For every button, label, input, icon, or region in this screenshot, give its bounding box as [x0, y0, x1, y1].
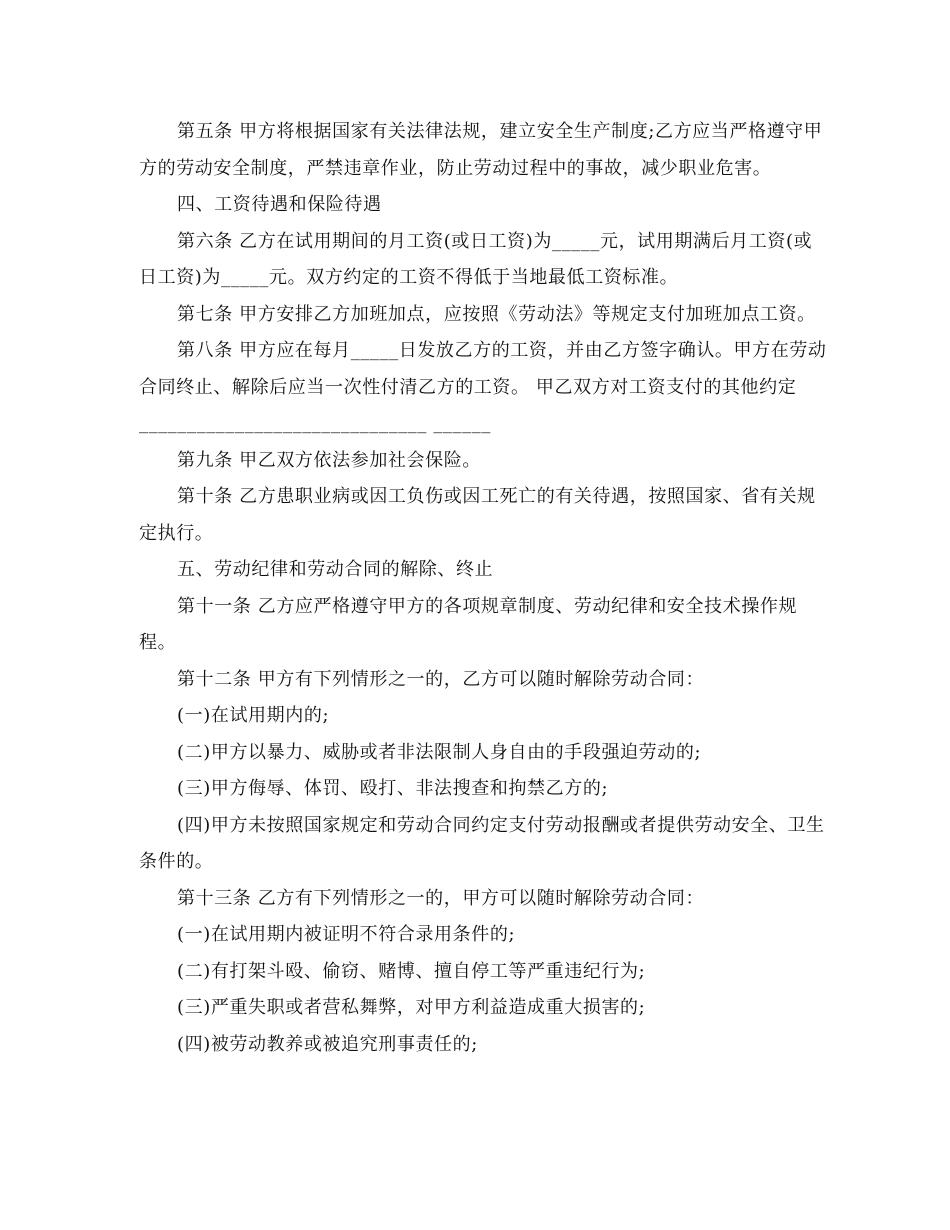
- article-10: 第十条 乙方患职业病或因工负伤或因工死亡的有关待遇，按照国家、省有关规定执行。: [139, 486, 816, 544]
- article-13-item-2: (二)有打架斗殴、偷窃、赌博、擅自停工等严重违纪行为;: [177, 960, 646, 982]
- article-9: 第九条 甲乙双方依法参加社会保险。: [177, 449, 481, 471]
- article-8: 第八条 甲方应在每月_____日发放乙方的工资，并由乙方签字确认。甲方在劳动合同终止、解除后应当一次性付清乙方的工资。 甲乙双方对工资支付的其他约定______________________________ ______: [139, 340, 827, 434]
- article-12-item-3: (三)甲方侮辱、体罚、殴打、非法搜查和拘禁乙方的;: [177, 778, 609, 799]
- section-heading-discipline: 五、劳动纪律和劳动合同的解除、终止: [177, 559, 494, 580]
- article-13-item-3: (三)严重失职或者营私舞弊，对甲方利益造成重大损害的;: [177, 997, 646, 1018]
- article-13-item-1: (一)在试用期内被证明不符合录用条件的;: [177, 924, 516, 945]
- article-12-item-4: (四)甲方未按照国家规定和劳动合同约定支付劳动报酬或者提供劳动安全、卫生条件的。: [139, 814, 825, 872]
- article-11: 第十一条 乙方应严格遵守甲方的各项规章制度、劳动纪律和安全技术操作规程。: [139, 595, 798, 653]
- document-body: [139, 114, 829, 1063]
- article-13: 第十三条 乙方有下列情形之一的，甲方可以随时解除劳动合同：: [177, 887, 705, 909]
- section-heading-wages: 四、工资待遇和保险待遇: [177, 194, 382, 215]
- article-12-item-2: (二)甲方以暴力、威胁或者非法限制人身自由的手段强迫劳动的;: [177, 741, 702, 763]
- article-7: 第七条 甲方安排乙方加班加点，应按照《劳动法》等规定支付加班加点工资。: [177, 303, 816, 325]
- article-12-item-1: (一)在试用期内的;: [177, 705, 330, 726]
- article-6: 第六条 乙方在试用期间的月工资(或日工资)为_____元，试用期满后月工资(或日工资)为_____元。双方约定的工资不得低于当地最低工资标准。: [139, 230, 813, 288]
- article-13-item-4: (四)被劳动教养或被追究刑事责任的;: [177, 1033, 478, 1055]
- article-12: 第十二条 甲方有下列情形之一的，乙方可以随时解除劳动合同：: [177, 668, 705, 690]
- article-5: 第五条 甲方将根据国家有关法律法规，建立安全生产制度;乙方应当严格遵守甲方的劳动安全制度，严禁违章作业，防止劳动过程中的事故，减少职业危害。: [139, 121, 823, 179]
